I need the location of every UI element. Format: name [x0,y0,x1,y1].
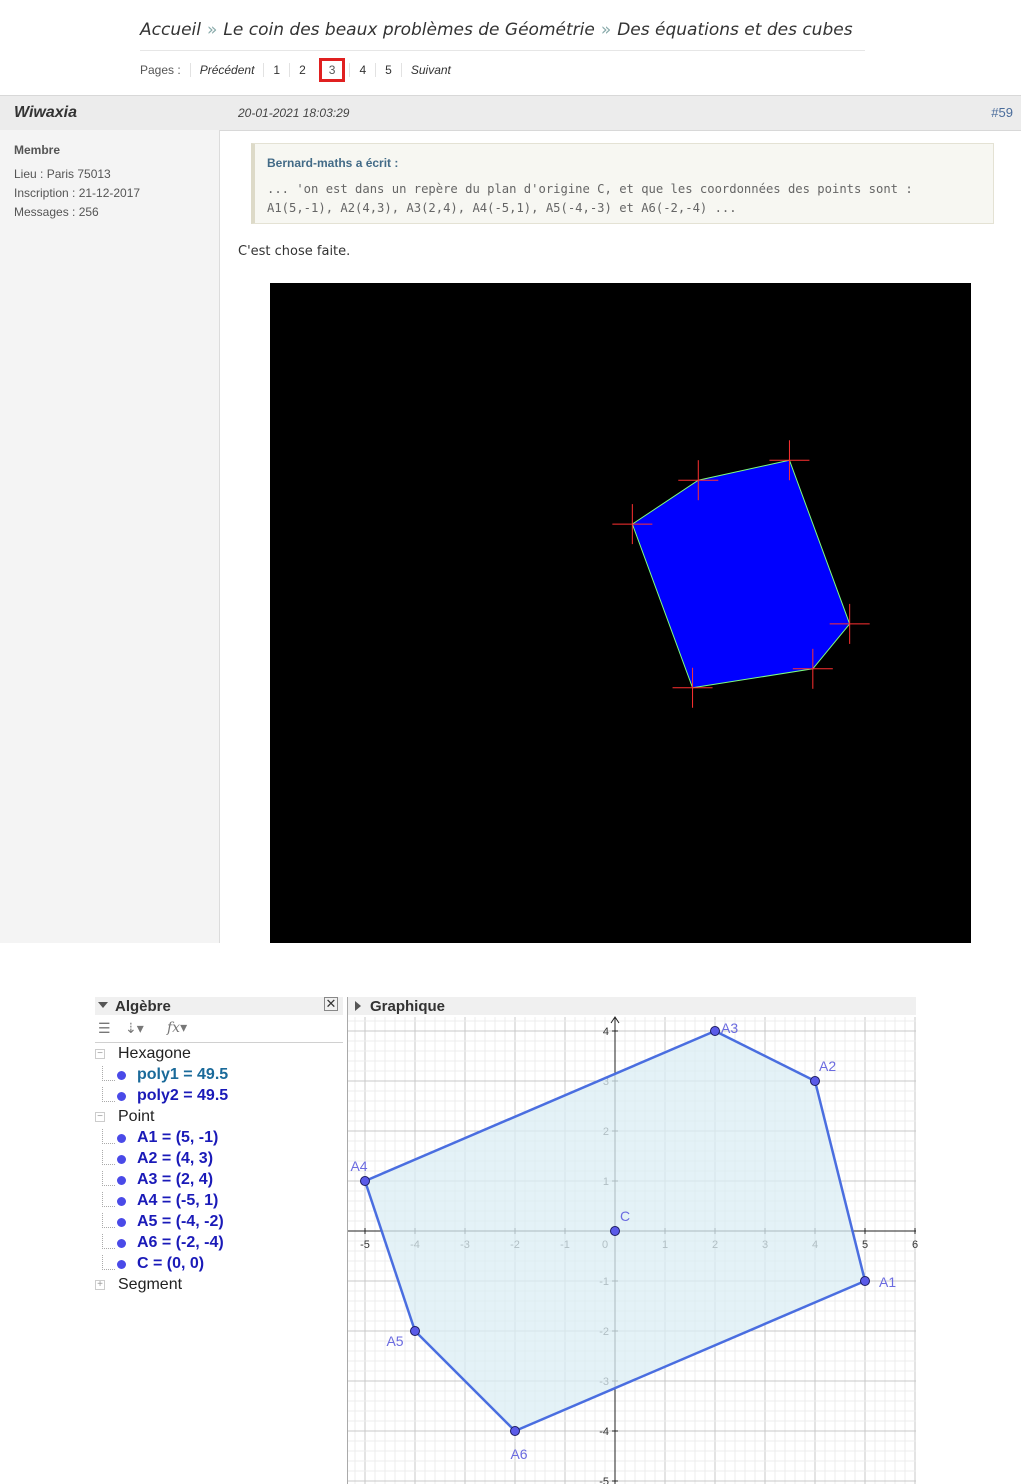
group-label: Point [118,1108,155,1125]
list-item-text: A4 = (-5, 1) [137,1192,219,1209]
x-tick-label: 5 [861,1239,869,1251]
visibility-dot-icon[interactable] [117,1071,126,1080]
graphics-panel [347,997,919,1484]
post-author[interactable]: Wiwaxia [14,104,77,121]
hexagon-image-canvas [270,283,971,943]
expand-icon[interactable]: + [95,1280,105,1290]
y-tick-label: 4 [602,1026,609,1038]
y-tick-label: -5 [599,1476,609,1484]
collapse-icon[interactable]: − [95,1112,105,1122]
menu-lines-icon[interactable]: ☰ [98,1020,111,1036]
point-label: A1 [879,1274,897,1290]
list-item-text: A5 = (-4, -2) [137,1213,224,1230]
hexagon-shape [632,460,849,688]
point-a1 [861,1277,870,1286]
geogebra-window [95,996,919,1484]
author-sidebar [0,130,220,943]
point-a2 [811,1077,820,1086]
algebra-header [95,997,343,1015]
breadcrumb-forum[interactable]: Le coin des beaux problèmes de Géométrie [223,20,595,40]
point-a6 [511,1427,520,1436]
list-item-text: A6 = (-2, -4) [137,1234,224,1251]
graphics-canvas[interactable] [348,1017,919,1484]
algebra-panel [95,997,343,1484]
quote-box [251,143,994,224]
collapse-icon[interactable]: − [95,1049,105,1059]
point-a4 [361,1177,370,1186]
post-header [0,95,1021,131]
author-location: Lieu : Paris 75013 [14,167,111,181]
author-registered: Inscription : 21-12-2017 [14,186,141,200]
post-number-link[interactable]: #59 [991,105,1013,120]
pagination-label: Pages : [140,63,181,77]
pagination-next[interactable]: Suivant [401,63,460,77]
point-label: A6 [510,1446,528,1462]
visibility-dot-icon[interactable] [117,1197,126,1206]
point-a5 [411,1327,420,1336]
algebra-toolbar [95,1017,343,1043]
breadcrumb-separator: » [207,20,218,40]
group-label: Segment [118,1276,183,1293]
visibility-dot-icon[interactable] [117,1218,126,1227]
expand-triangle-icon[interactable] [355,1001,361,1011]
algebra-title: Algèbre [115,998,171,1015]
fx-icon[interactable]: fx▾ [167,1020,188,1036]
pagination-current-page: 3 [319,58,346,82]
point-label: A4 [350,1158,368,1174]
list-item-text: A3 = (2, 4) [137,1171,214,1188]
x-tick-label: -5 [360,1239,370,1251]
breadcrumb [140,20,865,51]
point-c [611,1227,620,1236]
collapse-triangle-icon[interactable] [98,1002,108,1008]
list-item-text: A1 = (5, -1) [137,1129,219,1146]
pagination-page-2[interactable]: 2 [289,63,315,77]
author-messages: Messages : 256 [14,205,99,219]
list-item-text: C = (0, 0) [137,1255,205,1272]
pagination-page-1[interactable]: 1 [263,63,289,77]
point-label: A5 [386,1333,404,1349]
graphics-title: Graphique [370,998,446,1015]
point-label: A2 [819,1058,837,1074]
visibility-dot-icon[interactable] [117,1134,126,1143]
visibility-dot-icon[interactable] [117,1176,126,1185]
visibility-dot-icon[interactable] [117,1260,126,1269]
sort-icon[interactable]: ⇣▾ [125,1020,144,1036]
list-item-text: poly1 = 49.5 [137,1066,229,1083]
breadcrumb-home[interactable]: Accueil [140,20,202,40]
point-label: C [620,1208,631,1224]
visibility-dot-icon[interactable] [117,1239,126,1248]
quote-text: ... 'on est dans un repère du plan d'origine C, et que les coordonnées des points sont : A1(5,-1), A2(4,3), A3(2,4), A4(-5,1), A5(-4,-3) et A6(-2,-4) ... [267,182,913,215]
pagination-previous[interactable]: Précédent [190,63,264,77]
pagination [140,58,460,80]
post-text: C'est chose faite. [238,244,351,259]
close-icon[interactable]: ✕ [325,996,337,1011]
point-label: A3 [721,1020,739,1036]
y-tick-label: -4 [599,1426,609,1438]
group-label: Hexagone [118,1045,191,1062]
graphics-header [348,997,916,1015]
visibility-dot-icon[interactable] [117,1155,126,1164]
quote-author: Bernard-maths a écrit : [267,156,399,170]
hexagon-image [270,283,971,943]
pagination-page-4[interactable]: 4 [349,63,375,77]
visibility-dot-icon[interactable] [117,1092,126,1101]
x-tick-label: 6 [911,1239,919,1251]
point-a3 [711,1027,720,1036]
author-role: Membre [14,143,61,157]
post-date: 20-01-2021 18:03:29 [238,106,350,120]
list-item-text: poly2 = 49.5 [137,1087,229,1104]
list-item-text: A2 = (4, 3) [137,1150,214,1167]
breadcrumb-topic[interactable]: Des équations et des cubes [617,20,853,40]
breadcrumb-separator: » [600,20,612,40]
pagination-page-5[interactable]: 5 [375,63,401,77]
